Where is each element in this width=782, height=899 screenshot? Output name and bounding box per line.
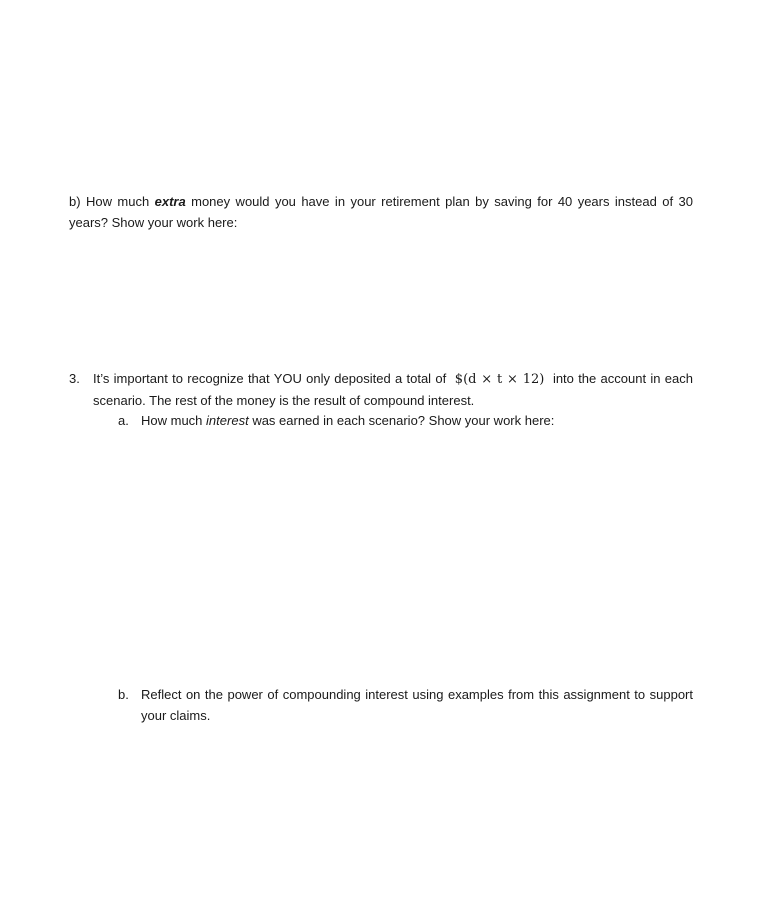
- question-3a-emphasis: interest: [206, 413, 249, 428]
- question-3-number: 3.: [69, 371, 80, 386]
- question-3b-text: Reflect on the power of compounding interest using examples from this assignment to support your claims.: [141, 687, 693, 723]
- question-3b-letter: b.: [118, 687, 129, 702]
- question-3a-text-end: was earned in each scenario? Show your work here:: [252, 413, 555, 428]
- deposit-formula: $(d × t × 12): [454, 372, 545, 387]
- question-2b-text-end: money would you have in your retirement plan by saving for 40 years instead of 30 years? Show your work here:: [69, 194, 693, 230]
- question-2b: [69, 191, 693, 233]
- question-3a-text: [141, 410, 693, 431]
- question-2b-text-start: How much: [85, 194, 150, 209]
- question-3-text: [93, 368, 693, 411]
- question-3-text-end: into the account in each scenario. The rest of the money is the result of compound interest.: [93, 371, 693, 408]
- question-2b-label: b): [69, 194, 81, 209]
- question-3a-text-start: How much: [141, 413, 203, 428]
- question-3a-letter: a.: [118, 413, 129, 428]
- question-2b-emphasis: extra: [154, 194, 186, 209]
- question-3-text-start: It’s important to recognize that YOU only deposited a total of: [93, 371, 447, 386]
